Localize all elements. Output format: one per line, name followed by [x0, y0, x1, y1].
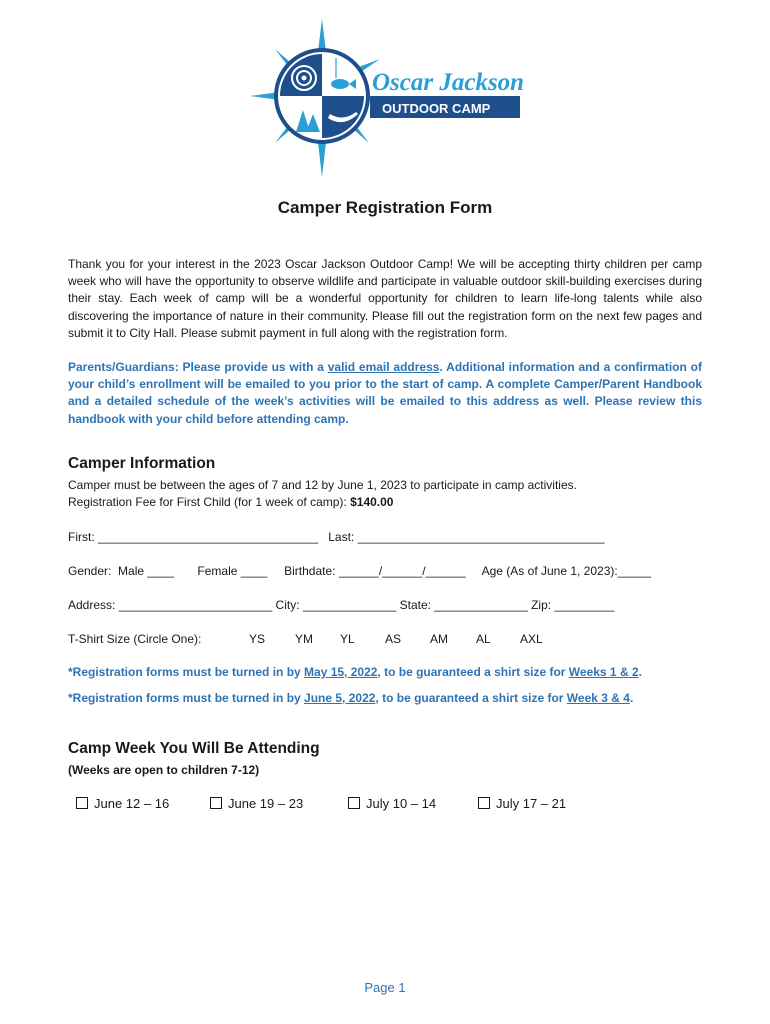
camp-logo: [240, 14, 540, 178]
week-option-june-12[interactable]: June 12 – 16: [76, 796, 169, 811]
tshirt-size-label: T-Shirt Size (Circle One):: [68, 632, 202, 646]
size-option-al[interactable]: AL: [476, 632, 491, 646]
checkbox[interactable]: [76, 797, 88, 809]
checkbox[interactable]: [478, 797, 490, 809]
fee-value: $140.00: [350, 495, 394, 509]
size-option-as[interactable]: AS: [385, 632, 402, 646]
week-option-june-19[interactable]: June 19 – 23: [210, 796, 303, 811]
fee-line: [68, 495, 393, 509]
checkbox[interactable]: [348, 797, 360, 809]
week-option-july-17[interactable]: July 17 – 21: [478, 796, 566, 811]
guardian-notice: [68, 359, 702, 428]
week-option-july-10[interactable]: July 10 – 14: [348, 796, 436, 811]
size-option-yl[interactable]: YL: [340, 632, 355, 646]
camp-week-heading: Camp Week You Will Be Attending: [68, 740, 320, 757]
size-option-am[interactable]: AM: [430, 632, 448, 646]
svg-text:OUTDOOR CAMP: OUTDOOR CAMP: [382, 101, 491, 116]
email-requirement: valid email address: [327, 360, 440, 374]
deadline-weeks-1-2: *Registration forms must be turned in by May 15, 2022, to be guaranteed a shirt size for Weeks 1 & 2.: [68, 665, 642, 679]
gender-birthdate-line[interactable]: Gender: Male ____ Female ____ Birthdate: ______/______/______ Age (As of June 1, 2023):_____: [68, 564, 652, 578]
camper-info-heading: Camper Information: [68, 455, 216, 472]
page-title: Camper Registration Form: [277, 198, 493, 217]
notice-text-before: Parents/Guardians: Please provide us with a: [68, 360, 328, 374]
fee-label: Registration Fee for First Child (for 1 week of camp):: [68, 495, 351, 509]
checkbox[interactable]: [210, 797, 222, 809]
camp-week-subheading: (Weeks are open to children 7-12): [68, 763, 260, 777]
notice-text-after: . Additional information and a confirmation of your child’s enrollment will be emailed to you prior to the start of camp. A complete Camper/Parent Handbook and a detailed schedule of the week’s activities will be emailed to this address as well. Please review this handbook with your child before attending camp.: [68, 360, 702, 426]
svg-text:Oscar Jackson: Oscar Jackson: [372, 69, 525, 96]
size-option-ys[interactable]: YS: [249, 632, 266, 646]
deadline-weeks-3-4: *Registration forms must be turned in by June 5, 2022, to be guaranteed a shirt size for Week 3 & 4.: [68, 691, 634, 705]
name-field-line[interactable]: First: _________________________________ Last: _____________________________________: [68, 530, 605, 544]
size-option-axl[interactable]: AXL: [520, 632, 543, 646]
size-option-ym[interactable]: YM: [295, 632, 313, 646]
page-number: Page 1: [364, 980, 406, 995]
age-rule: Camper must be between the ages of 7 and 12 by June 1, 2023 to participate in camp activities.: [68, 478, 577, 492]
address-field-line[interactable]: Address: _______________________ City: ______________ State: ______________ Zip: _________: [68, 598, 615, 612]
intro-paragraph: Thank you for your interest in the 2023 Oscar Jackson Outdoor Camp! We will be accepting thirty children per camp week who will have the opportunity to observe wildlife and participate in valuable outdoor skill-building exercises during their stay. Each week of camp will be a wonderful opportunity for children to learn life-long talents while also discovering the importance of nature in their community. Please fill out the registration form on the next few pages and submit it to City Hall. Please submit payment in full along with the registration form.: [68, 257, 702, 340]
